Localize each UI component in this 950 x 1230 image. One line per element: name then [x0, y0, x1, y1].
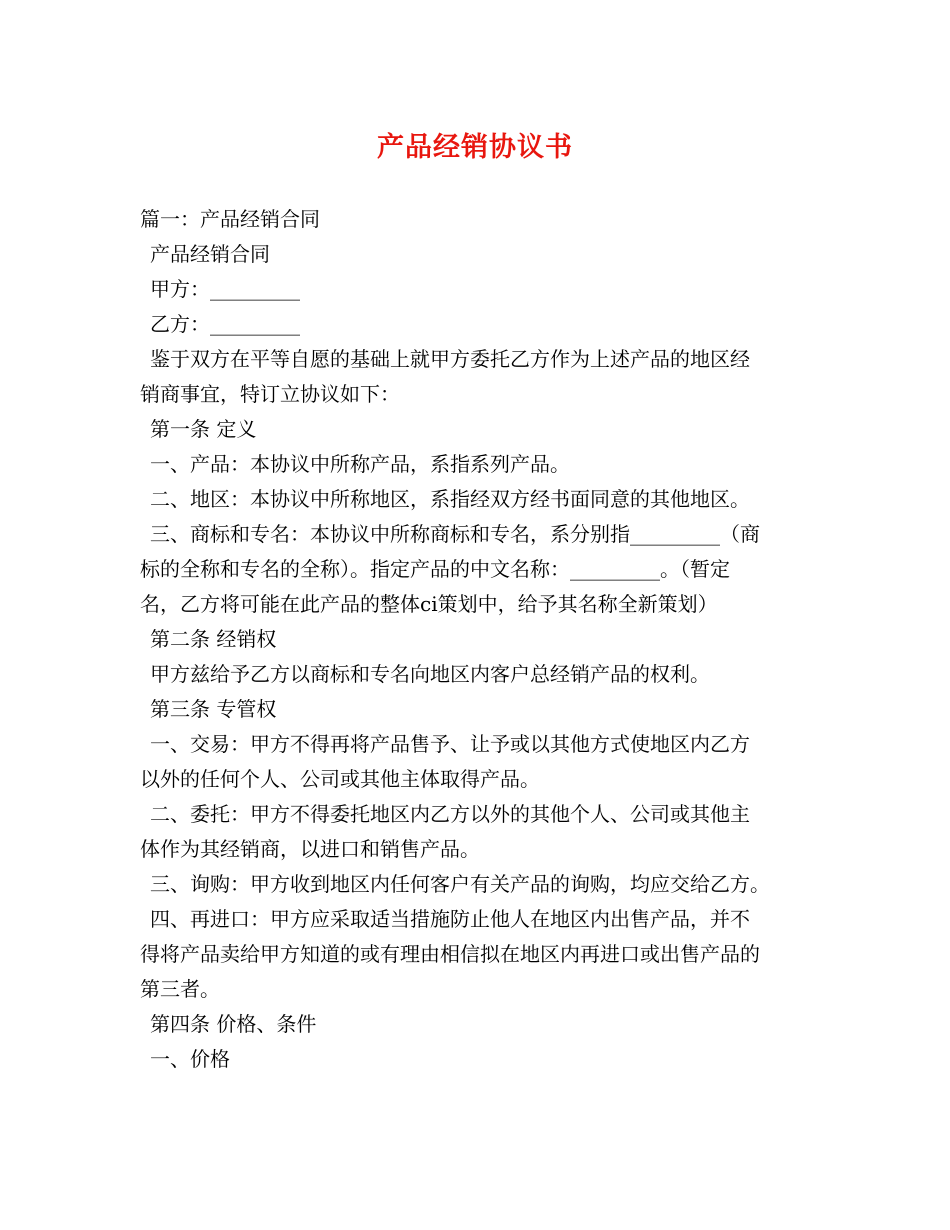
clause-line: 一、价格 [150, 1047, 230, 1071]
clause-line: 一、交易：甲方不得再将产品售予、让予或以其他方式使地区内乙方 [150, 732, 750, 756]
article-heading: 第一条 定义 [150, 417, 257, 441]
clause-line: 体作为其经销商，以进口和销售产品。 [140, 837, 480, 861]
contract-name: 产品经销合同 [150, 242, 270, 266]
preamble-line: 销商事宜，特订立协议如下： [140, 382, 400, 406]
clause-line: 三、商标和专名：本协议中所称商标和专名，系分别指_________（商 [150, 522, 760, 546]
clause-line: 标的全称和专名的全称）。指定产品的中文名称：_________。（暂定 [140, 557, 730, 581]
clause-line: 名，乙方将可能在此产品的整体ci策划中，给予其名称全新策划） [140, 592, 718, 616]
article-heading: 第三条 专管权 [150, 697, 277, 721]
article-heading: 第四条 价格、条件 [150, 1012, 317, 1036]
clause-line: 得将产品卖给甲方知道的或有理由相信拟在地区内再进口或出售产品的 [140, 942, 760, 966]
clause-line: 以外的任何个人、公司或其他主体取得产品。 [140, 767, 540, 791]
section-heading: 篇一：产品经销合同 [140, 207, 320, 231]
clause-line: 二、地区：本协议中所称地区，系指经双方经书面同意的其他地区。 [150, 487, 750, 511]
document-body [140, 202, 816, 1077]
clause-line: 四、再进口：甲方应采取适当措施防止他人在地区内出售产品，并不 [150, 907, 750, 931]
article-heading: 第二条 经销权 [150, 627, 277, 651]
document-title: 产品经销协议书 [377, 132, 573, 163]
party-b-line: 乙方：_________ [150, 312, 300, 336]
clause-line: 一、产品：本协议中所称产品，系指系列产品。 [150, 452, 570, 476]
clause-line: 第三者。 [140, 977, 220, 1001]
preamble-line: 鉴于双方在平等自愿的基础上就甲方委托乙方作为上述产品的地区经 [150, 347, 750, 371]
clause-line: 甲方兹给予乙方以商标和专名向地区内客户总经销产品的权利。 [150, 662, 710, 686]
clause-line: 三、询购：甲方收到地区内任何客户有关产品的询购，均应交给乙方。 [150, 872, 770, 896]
party-a-line: 甲方：_________ [150, 277, 300, 301]
clause-line: 二、委托：甲方不得委托地区内乙方以外的其他个人、公司或其他主 [150, 802, 750, 826]
